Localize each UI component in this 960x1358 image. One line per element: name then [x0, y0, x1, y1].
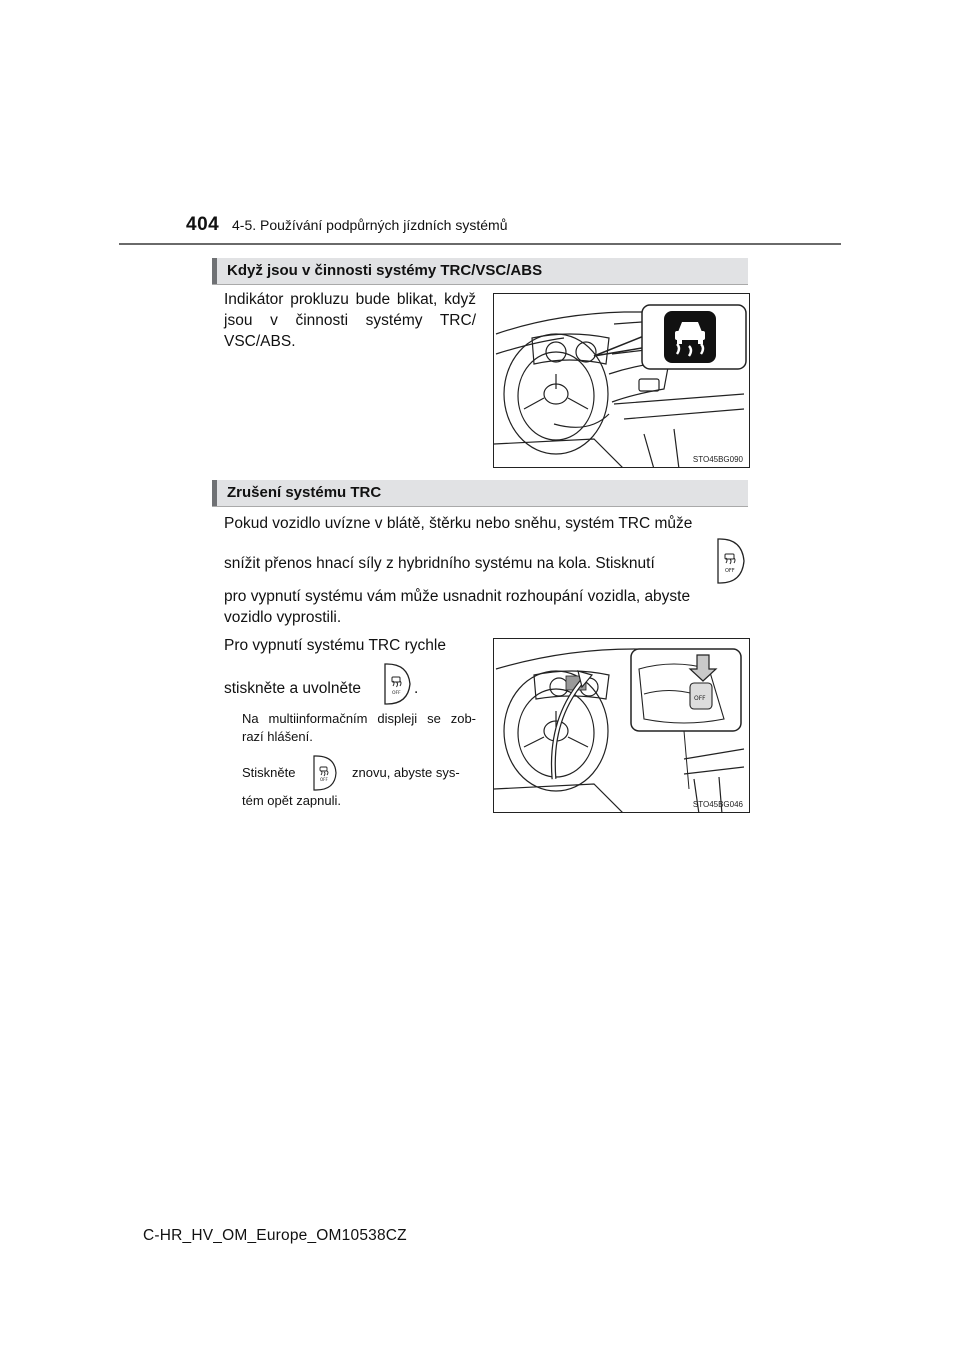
- section-title-bar: [212, 258, 748, 284]
- svg-text:OFF: OFF: [694, 695, 706, 702]
- svg-text:OFF: OFF: [392, 691, 401, 696]
- section-title-bar: [212, 480, 748, 506]
- note-text: Stiskněte: [242, 765, 296, 780]
- section-underline: [212, 506, 748, 507]
- manual-code: C-HR_HV_OM_Europe_OM10538CZ: [143, 1227, 407, 1244]
- svg-text:OFF: OFF: [725, 568, 735, 574]
- dashboard-illustration: [494, 639, 750, 813]
- vsc-off-button-icon: [381, 661, 413, 712]
- step-text-end: .: [414, 680, 419, 697]
- figure-code: STO45BG090: [692, 455, 743, 464]
- svg-text:OFF: OFF: [320, 777, 328, 782]
- header-rule: [119, 243, 841, 245]
- section-header: 4-5. Používání podpůrných jízdních systémů: [232, 217, 508, 233]
- dashboard-illustration: [494, 294, 750, 468]
- figure-trc-off-button: [493, 638, 750, 813]
- section-paragraph-line: vozidlo vyprostili.: [224, 609, 342, 626]
- step-text: stiskněte a uvolněte: [224, 680, 362, 697]
- section-underline: [212, 284, 748, 285]
- section-paragraph: Indikátor prokluzu bude blikat, když jsou v činnosti systémy TRC/ VSC/ABS.: [224, 291, 476, 350]
- section-title: Zrušení systému TRC: [227, 484, 382, 501]
- note-text: Na multiinformačním displeji se zob- razí hlášení.: [242, 711, 476, 744]
- section-title: Když jsou v činnosti systémy TRC/VSC/ABS: [227, 262, 543, 279]
- step-text: Pro vypnutí systému TRC rychle: [224, 637, 446, 654]
- section-paragraph-line: pro vypnutí systému vám může usnadnit rozhoupání vozidla, abyste: [224, 588, 691, 605]
- figure-slip-indicator: [493, 293, 750, 468]
- slip-indicator-icon: [664, 311, 716, 363]
- section-paragraph-line: snížit přenos hnací síly z hybridního systému na kola. Stisknutí: [224, 555, 655, 572]
- figure-code: STO45BG046: [692, 800, 743, 809]
- note-text: tém opět zapnuli.: [242, 793, 342, 808]
- vsc-off-button-icon: [712, 535, 748, 592]
- page-number: 404: [186, 214, 220, 235]
- section-paragraph-line: Pokud vozidlo uvízne v blátě, štěrku nebo sněhu, systém TRC může: [224, 515, 693, 532]
- note-text: znovu, abyste sys-: [352, 765, 460, 780]
